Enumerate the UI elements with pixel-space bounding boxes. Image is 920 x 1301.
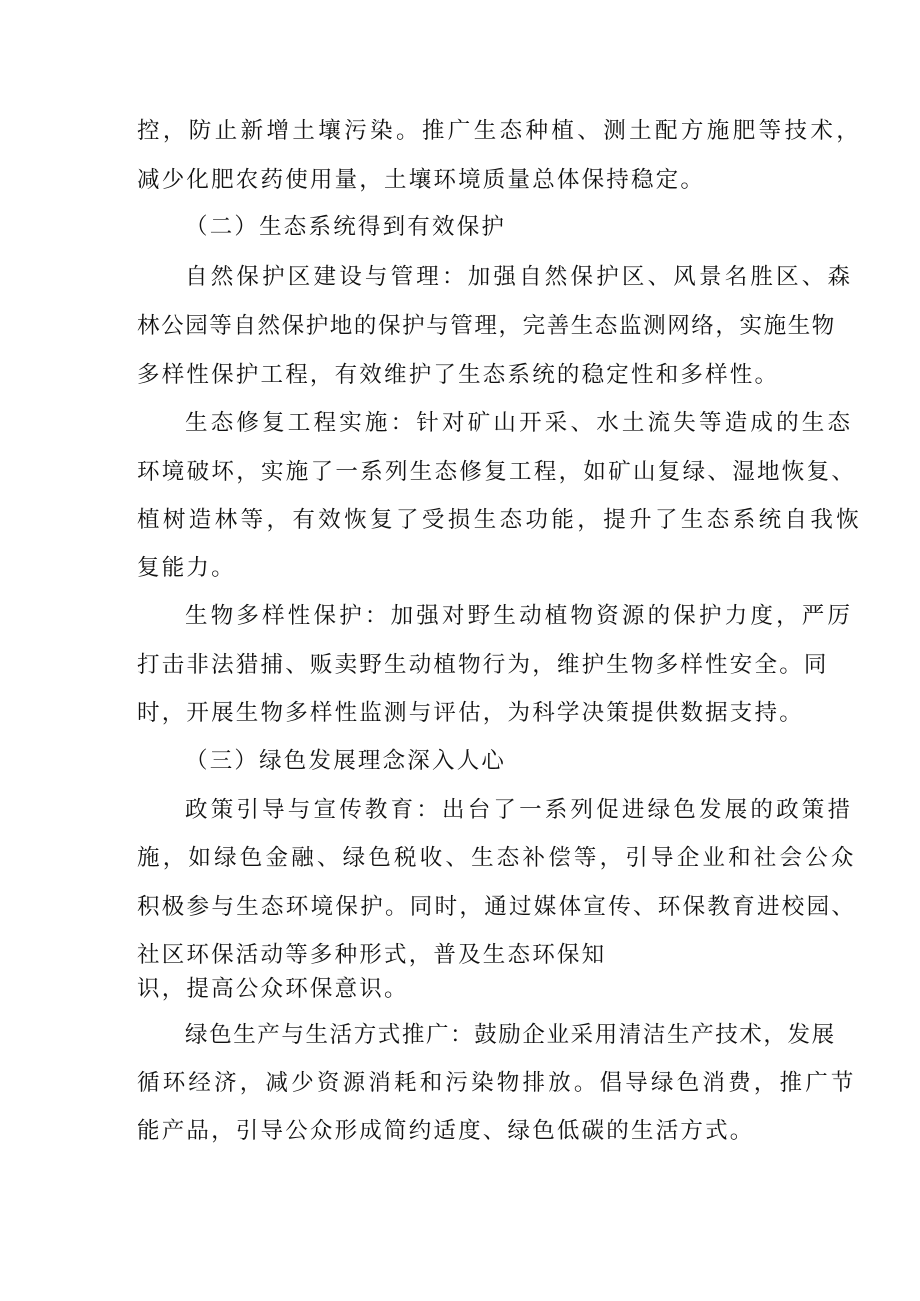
section-heading-3: （三）绿色发展理念深入人心 [185,748,507,774]
text-line-5: 林公园等自然保护地的保护与管理，完善生态监测网络，实施生物 [137,313,836,339]
text-line-6: 多样性保护工程，有效维护了生态系统的稳定性和多样性。 [137,362,780,388]
text-line-15: 政策引导与宣传教育：出台了一系列促进绿色发展的政策措 [185,797,854,823]
section-heading-2: （二）生态系统得到有效保护 [185,214,507,240]
text-line-1: 控，防止新增土壤污染。推广生态种植、测土配方施肥等技术， [137,118,863,144]
text-line-2: 减少化肥农药使用量，土壤环境质量总体保持稳定。 [137,167,706,193]
text-line-11: 生物多样性保护：加强对野生动植物资源的保护力度，严厉 [185,603,854,629]
text-line-12: 打击非法猎捕、贩卖野生动植物行为，维护生物多样性安全。同 [137,652,829,678]
text-line-4: 自然保护区建设与管理：加强自然保护区、风景名胜区、森 [185,264,854,290]
text-line-20: 绿色生产与生活方式推广：鼓励企业采用清洁生产技术，发展 [185,1022,836,1048]
text-line-16: 施，如绿色金融、绿色税收、生态补偿等，引导企业和社会公众 [137,845,857,871]
text-line-13: 时，开展生物多样性监测与评估，为科学决策提供数据支持。 [137,700,804,726]
text-line-17: 积极参与生态环境保护。同时，通过媒体宣传、环保教育进校园、 [137,894,857,920]
text-line-9: 植树造林等，有效恢复了受损生态功能，提升了生态系统自我恢 [137,507,863,533]
text-line-19: 识，提高公众环保意识。 [137,976,409,1002]
text-line-22: 能产品，引导公众形成简约适度、绿色低碳的生活方式。 [137,1118,755,1144]
text-line-18: 社区环保活动等多种形式，普及生态环保知 [137,942,607,968]
text-line-7: 生态修复工程实施：针对矿山开采、水土流失等造成的生态 [185,410,854,436]
text-line-10: 复能力。 [137,555,236,581]
text-line-8: 环境破坏，实施了一系列生态修复工程，如矿山复绿、湿地恢复、 [137,459,857,485]
text-line-21: 循环经济，减少资源消耗和污染物排放。倡导绿色消费，推广节 [137,1070,857,1096]
